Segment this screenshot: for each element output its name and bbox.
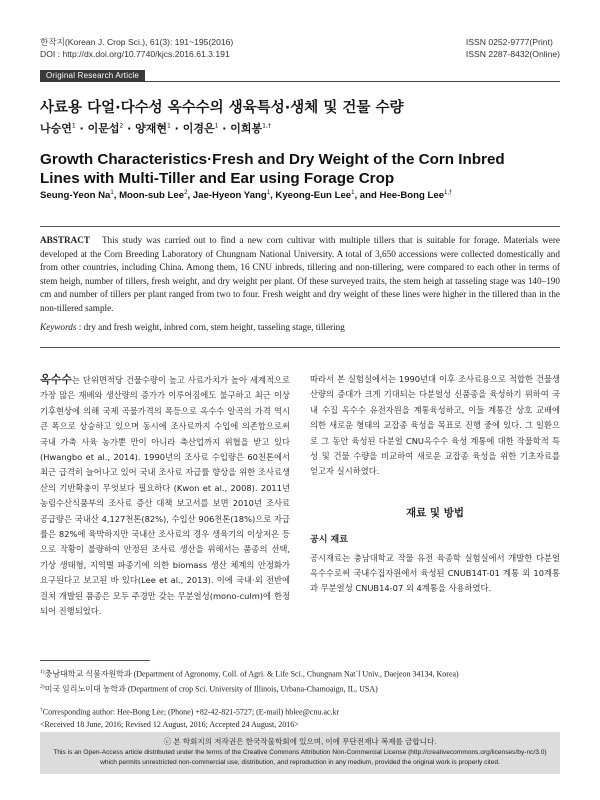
corresponding-sup: † — [40, 707, 43, 714]
english-author-name: Hee-Bong Lee — [379, 190, 445, 202]
issn-block — [466, 36, 560, 60]
lead-word: 옥수수 — [40, 373, 72, 386]
korean-authors — [40, 120, 271, 136]
affiliation-2-sup: 2) — [40, 683, 45, 690]
abstract — [40, 234, 560, 316]
korean-author-separator: · — [170, 122, 183, 135]
affiliation-1-sup: 1) — [40, 669, 45, 675]
issn-online: ISSN 2287-8432(Online) — [465, 49, 560, 59]
english-author-separator: , — [187, 190, 193, 202]
keywords-text: : dry and fresh weight, inbred corn, stem height, tasseling stage, tillering — [76, 322, 345, 332]
english-author-affiliation-mark: 2 — [184, 190, 188, 196]
journal-citation: 한작지(Korean J. Crop Sci.), 61(3): 191~195(2016) — [40, 37, 234, 47]
korean-author-affiliation-mark: 1 — [214, 122, 219, 130]
materials-text: 공시재료는 충남대학교 작물 유전 육종학 실험실에서 개발한 다분얼 옥수수로써 국내수집자원에서 육성된 CNUB14T-01 계통 외 10계통과 무분얼성 CNUB14-07 외 4계통을 사용하였다. — [310, 552, 560, 594]
english-authors — [40, 190, 452, 201]
open-access-license[interactable]: This is an Open-Access article distributed under the terms of the Creative Commons Attribution Non-Commercial License (http://creativecommons.org/licenses/by-nc/3.0) which permits unrestricted non-commercial use, distribution, and reproduction in any medium, provided the original work is properly cited. — [53, 749, 547, 766]
received-dates: <Received 18 June, 2016; Revised 12 August, 2016; Accepted 24 August, 2016> — [40, 719, 299, 729]
english-author-affiliation-mark: 1 — [351, 190, 355, 196]
section-title-methods: 재료 및 방법 — [405, 506, 465, 519]
copyright-notice: ⓒ 본 학회지의 저작권은 한국작물학회에 있으며, 이에 무단전재나 복제를 금합니다. — [163, 737, 437, 746]
body-left-column — [40, 372, 290, 620]
footnotes — [40, 666, 560, 731]
subsection-title-materials: 공시 재료 — [310, 535, 348, 546]
korean-author-separator: · — [218, 122, 231, 135]
keywords-label: Keywords — [40, 322, 77, 332]
korean-author-separator: · — [75, 122, 88, 135]
english-author-affiliation-mark: 1,† — [444, 190, 453, 196]
english-author-affiliation-mark: 1 — [266, 190, 271, 196]
keywords — [40, 321, 560, 334]
english-title: Growth Characteristics·Fresh and Dry Weight of the Corn Inbred Lines with Multi-Tiller and Ear using Forage Crop — [40, 151, 505, 187]
doi-link[interactable]: DOI : http://dx.doi.org/10.7740/kjcs.2016.61.3.191 — [40, 49, 230, 59]
body-right-column — [310, 372, 560, 597]
license-box — [40, 732, 560, 774]
intro-text-left: 는 단위면적당 건물수량이 높고 사료가치가 높아 세계적으로 가장 많은 재배와 생산량의 증가가 이루어짐에도 불구하고 최근 이상기후현상에 의해 국제 곡물가격의 폭등으로 옥수수 알곡의 가격 역시 큰 폭으로 상승하고 있으며 동시에 조사료까지 수입에 의존함으로써 국내 가축 사육 농가뿐 만이 아니라 축산업까지 위협을 받고 있다 (Hwangbo et al., 2014). 1990년의 조사료 수입량은 60천톤에서 최근 급격히 늘어나고 있어 국내 조사료 자급률 향상을 위한 조사료생산의 기반확충이 무엇보다 필요하다 (Kwon et al., 2008). 2011년 농림수산식품부의 조사료 증산 대책 보고서를 보면 2010년 조사료 공급량은 국내산 4,127천톤(82%), 수입산 906천톤(18%)으로 자급률은 82%에 육박하지만 국내산 조사료의 경우 생육기의 이상저온 등으로 작황이 불량하여 안정된 조사료 생산을 위해서는 품종의 선택, 기상 생태형, 지역별 파종기에 의한 biomass 생산 체계의 안정화가 요구된다고 보고된 바 있다(Lee et al., 2013). 이에 국내·외 전반에 걸쳐 개발된 품종은 모두 주경만 갖는 무분얼성(mono-culm)에 한정되어 진행되었다. — [40, 375, 290, 617]
english-author-name: Jae-Hyeon Yang — [192, 190, 267, 202]
category-bar — [40, 70, 560, 82]
english-author-affiliation-mark: 1 — [110, 190, 114, 196]
intro-text-right: 따라서 본 실험실에서는 1990년대 이후 조사료용으로 적합한 건물생산량의 증대가 크게 기대되는 다분얼성 신품종을 육성하기 위하여 국내 수집 옥수수 유전자원을 계통육성하고, 이들 계통간 상호 교배에 의한 새로운 형태의 교잡종 육성을 목표로 진행 중에 있다. 그 일환으로 그 동안 육성된 다분얼 CNU옥수수 육성 계통에 대한 작물학적 특성 및 건물 수량을 비교하여 새로운 교잡종 육성을 위한 기초자료를 얻고자 실시하였다. — [310, 374, 560, 477]
affiliation-1-text: 충남대학교 식물자원학과 (Department of Agronomy, Coll. of Agri. & Life Sci., Chungnam Nat`l Univ., Daejeon 34134, Korea) — [44, 669, 459, 679]
korean-author-affiliation-mark: 2 — [119, 122, 124, 130]
korean-author-name: 이희봉 — [230, 122, 263, 135]
english-author-name: Seung-Yeon Na — [40, 190, 111, 202]
abstract-bottom-rule — [40, 347, 560, 348]
korean-author-separator: · — [123, 122, 136, 135]
affiliation-2 — [40, 681, 560, 696]
abstract-top-rule — [40, 226, 560, 227]
english-author-name: Kyeong-Eun Lee — [275, 190, 352, 202]
english-author-separator: , — [270, 190, 276, 202]
issn-print: ISSN 0252-9777(Print) — [465, 37, 553, 47]
korean-author-name: 이경은 — [182, 122, 215, 135]
english-author-name: Moon-sub Lee — [119, 190, 185, 202]
korean-author-affiliation-mark: 1,† — [262, 122, 271, 130]
abstract-label: ABSTRACT — [40, 235, 91, 245]
korean-author-name: 나승연 — [40, 122, 72, 135]
footnote-rule — [40, 660, 150, 661]
korean-title: 사료용 다얼·다수성 옥수수의 생육특성·생체 및 건물 수량 — [40, 100, 404, 116]
corresponding-text: Corresponding author: Hee-Bong Lee; (Phone) +82-42-821-5727; (E-mail) hblee@cnu.ac.kr — [42, 707, 340, 717]
english-author-separator: , and — [354, 190, 380, 202]
korean-author-affiliation-mark: 1 — [71, 122, 76, 130]
korean-author-name: 양재현 — [135, 122, 168, 135]
affiliation-2-text: 미국 일리노이대 농학과 (Department of crop Sci. University of Illinois, Urbana-Chamoaign, IL, USA) — [44, 684, 378, 694]
corresponding-author — [40, 704, 560, 719]
korean-author-affiliation-mark: 1 — [167, 122, 171, 130]
english-author-separator: , — [113, 190, 120, 202]
korean-author-name: 이문섭 — [87, 122, 120, 135]
abstract-text: This study was carried out to find a new corn cultivar with multiple tillers that is suitable for forage. Materials were developed at the Corn Breeding Laboratory of Chungnam National University. A total of 3,650 accessions were collected domestically and from other countries, including China. Among them, 16 CNU inbreds, tillering and non-tillering, were compared to each other in terms of stem heigh, number of tillers, fresh weight, and dry weight per plant. Of these surveyed traits, the stem heigh at tasseling stage was 140–190 cm and number of tillers per plant ranged from two to four. Fresh weight and dry weight of these lines were higher in the tillered than in the non-tillered sample. — [40, 235, 560, 313]
article-category: Original Research Article — [40, 70, 145, 82]
journal-header — [40, 36, 233, 60]
affiliation-1 — [40, 666, 560, 681]
